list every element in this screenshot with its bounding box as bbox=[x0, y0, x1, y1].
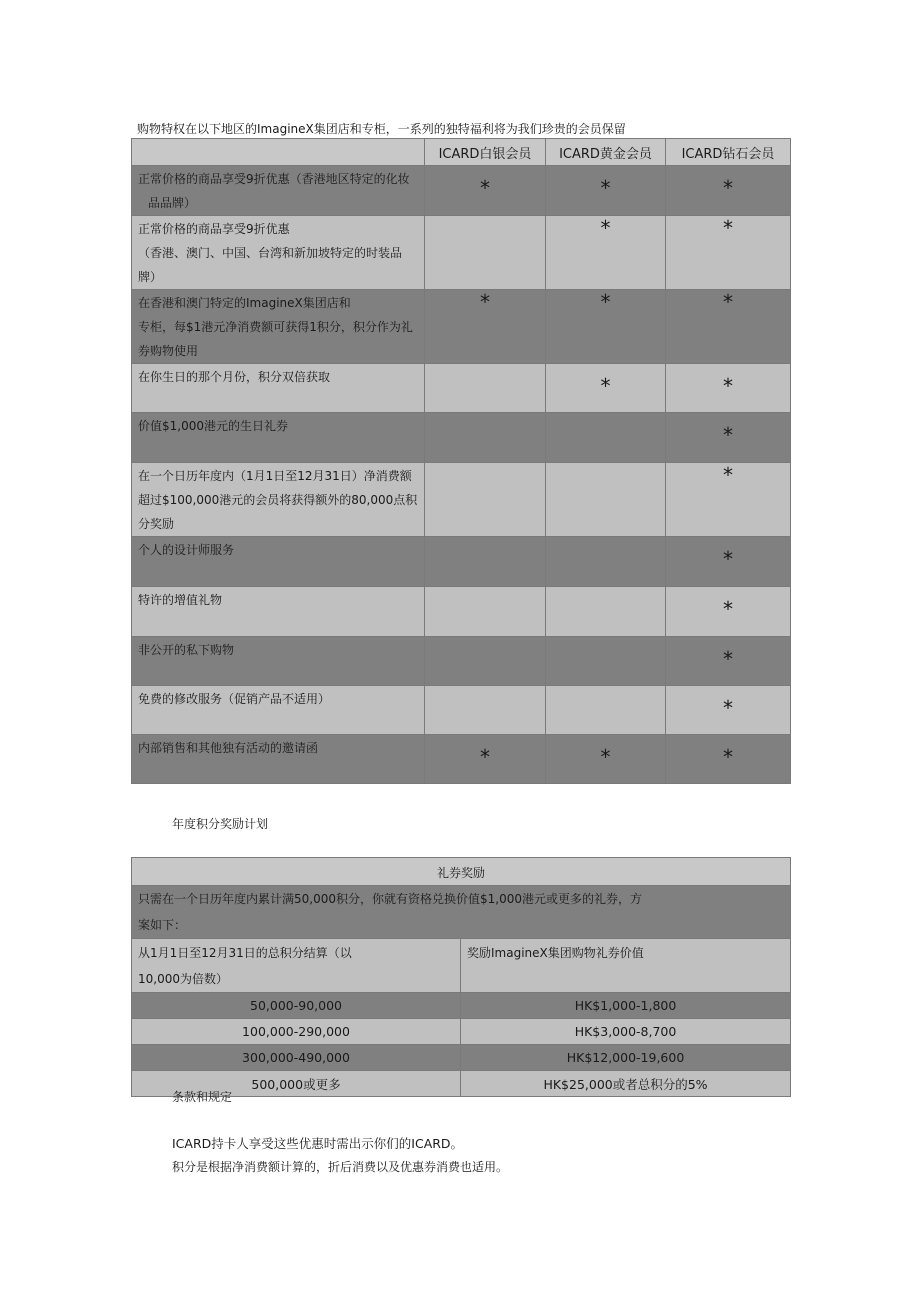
benefit-row bbox=[132, 166, 791, 216]
benefit-label: 特许的增值礼物 bbox=[132, 587, 425, 637]
voucher-value: HK$1,000-1,800 bbox=[461, 993, 791, 1019]
diamond-mark: * bbox=[666, 735, 791, 784]
intro-text: 购物特权在以下地区的ImagineX集团店和专柜，一系列的独特福利将为我们珍贵的会员保留 bbox=[137, 122, 626, 136]
reward-title-row bbox=[132, 858, 791, 886]
voucher-value: HK$3,000-8,700 bbox=[461, 1019, 791, 1045]
benefit-label: 价值$1,000港元的生日礼券 bbox=[132, 413, 425, 463]
benefits-table bbox=[131, 138, 791, 784]
silver-mark bbox=[425, 537, 546, 587]
gold-mark bbox=[546, 463, 666, 537]
diamond-mark: * bbox=[666, 364, 791, 413]
benefit-row bbox=[132, 290, 791, 364]
silver-mark bbox=[425, 463, 546, 537]
benefit-label: 内部销售和其他独有活动的邀请函 bbox=[132, 735, 425, 784]
gold-mark: * bbox=[546, 216, 666, 290]
silver-mark bbox=[425, 364, 546, 413]
silver-mark bbox=[425, 637, 546, 686]
benefit-label: 在你生日的那个月份，积分双倍获取 bbox=[132, 364, 425, 413]
gold-mark bbox=[546, 637, 666, 686]
silver-mark bbox=[425, 413, 546, 463]
benefit-row bbox=[132, 735, 791, 784]
benefit-row bbox=[132, 587, 791, 637]
gold-mark bbox=[546, 537, 666, 587]
benefit-row bbox=[132, 364, 791, 413]
reward-table-title: 礼券奖励 bbox=[132, 858, 791, 886]
gold-mark: * bbox=[546, 166, 666, 216]
reward-row bbox=[132, 1019, 791, 1045]
value-column-header: 奖励ImagineX集团购物礼券价值 bbox=[461, 939, 791, 993]
header-gold: ICARD黄金会员 bbox=[546, 139, 666, 166]
reward-row bbox=[132, 1045, 791, 1071]
benefit-row bbox=[132, 686, 791, 735]
reward-table bbox=[131, 857, 791, 1097]
benefit-row bbox=[132, 463, 791, 537]
benefit-label: 免费的修改服务（促销产品不适用） bbox=[132, 686, 425, 735]
points-range: 50,000-90,000 bbox=[132, 993, 461, 1019]
gold-mark bbox=[546, 413, 666, 463]
terms-title: 条款和规定 bbox=[172, 1090, 233, 1104]
gold-mark bbox=[546, 587, 666, 637]
terms-line: 积分是根据净消费额计算的，折后消费以及优惠券消费也适用。 bbox=[172, 1160, 509, 1174]
reward-description-row bbox=[132, 886, 791, 939]
diamond-mark: * bbox=[666, 216, 791, 290]
diamond-mark: * bbox=[666, 166, 791, 216]
diamond-mark: * bbox=[666, 686, 791, 735]
silver-mark bbox=[425, 216, 546, 290]
silver-mark bbox=[425, 587, 546, 637]
voucher-value: HK$12,000-19,600 bbox=[461, 1045, 791, 1071]
benefit-label: 非公开的私下购物 bbox=[132, 637, 425, 686]
benefit-row bbox=[132, 537, 791, 587]
gold-mark: * bbox=[546, 735, 666, 784]
terms-line: ICARD持卡人享受这些优惠时需出示你们的ICARD。 bbox=[172, 1136, 464, 1151]
gold-mark: * bbox=[546, 290, 666, 364]
reward-section-title: 年度积分奖励计划 bbox=[172, 817, 269, 831]
diamond-mark: * bbox=[666, 587, 791, 637]
benefit-row bbox=[132, 413, 791, 463]
benefit-row bbox=[132, 637, 791, 686]
benefits-header-blank bbox=[132, 139, 425, 166]
benefit-row bbox=[132, 216, 791, 290]
benefit-label: 在一个日历年度内（1月1日至12月31日）净消费额 超过$100,000港元的会员将获得额外的80,000点积 分奖励 bbox=[132, 463, 425, 537]
silver-mark bbox=[425, 686, 546, 735]
diamond-mark: * bbox=[666, 463, 791, 537]
gold-mark: * bbox=[546, 364, 666, 413]
points-range: 500,000或更多 bbox=[132, 1071, 461, 1097]
voucher-value: HK$25,000或者总积分的5% bbox=[461, 1071, 791, 1097]
points-range: 300,000-490,000 bbox=[132, 1045, 461, 1071]
diamond-mark: * bbox=[666, 637, 791, 686]
diamond-mark: * bbox=[666, 413, 791, 463]
points-range: 100,000-290,000 bbox=[132, 1019, 461, 1045]
diamond-mark: * bbox=[666, 537, 791, 587]
benefit-label: 正常价格的商品享受9折优惠（香港地区特定的化妆 品品牌） bbox=[132, 166, 425, 216]
reward-header-row bbox=[132, 939, 791, 993]
benefit-label: 个人的设计师服务 bbox=[132, 537, 425, 587]
reward-row bbox=[132, 993, 791, 1019]
silver-mark: * bbox=[425, 290, 546, 364]
reward-description: 只需在一个日历年度内累计满50,000积分，你就有资格兑换价值$1,000港元或更多的礼券，方 案如下： bbox=[132, 886, 791, 939]
silver-mark: * bbox=[425, 735, 546, 784]
benefit-label: 正常价格的商品享受9折优惠 （香港、澳门、中国、台湾和新加坡特定的时装品 牌） bbox=[132, 216, 425, 290]
header-silver: ICARD白银会员 bbox=[425, 139, 546, 166]
benefits-header-row bbox=[132, 139, 791, 166]
diamond-mark: * bbox=[666, 290, 791, 364]
silver-mark: * bbox=[425, 166, 546, 216]
points-column-header: 从1月1日至12月31日的总积分结算（以 10,000为倍数） bbox=[132, 939, 461, 993]
gold-mark bbox=[546, 686, 666, 735]
header-diamond: ICARD钻石会员 bbox=[666, 139, 791, 166]
benefit-label: 在香港和澳门特定的ImagineX集团店和 专柜，每$1港元净消费额可获得1积分，积分作为礼 券购物使用 bbox=[132, 290, 425, 364]
